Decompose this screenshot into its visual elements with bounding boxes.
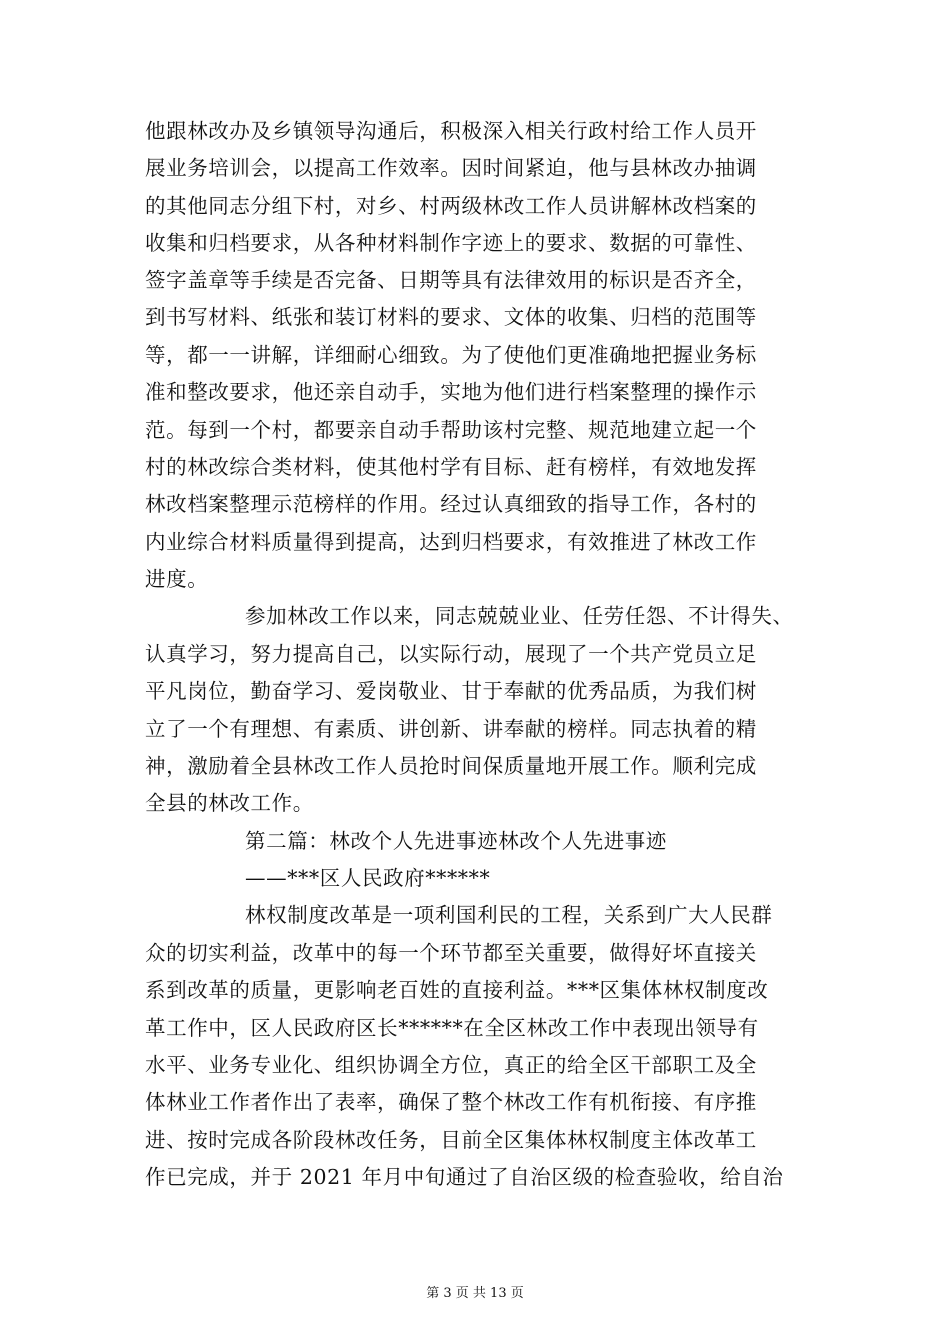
- text-line: 立了一个有理想、有素质、讲创新、讲奉献的榜样。同志执着的精: [145, 717, 757, 741]
- text-line: 准和整改要求，他还亲自动手，实地为他们进行档案整理的操作示: [145, 380, 757, 404]
- text-line: 收集和归档要求，从各种材料制作字迹上的要求、数据的可靠性、: [145, 231, 757, 255]
- text-line: 进、按时完成各阶段林改任务，目前全区集体林权制度主体改革工: [145, 1128, 757, 1152]
- text-line: 众的切实利益，改革中的每一个环节都至关重要，做得好坏直接关: [145, 941, 757, 965]
- text-line: 革工作中，区人民政府区长******在全区林改工作中表现出领导有: [145, 1016, 759, 1040]
- text-line: 认真学习，努力提高自己，以实际行动，展现了一个共产党员立足: [145, 642, 757, 666]
- text-line: 平凡岗位，勤奋学习、爱岗敬业、甘于奉献的优秀品质，为我们树: [145, 679, 757, 703]
- text-line: 体林业工作者作出了表率，确保了整个林改工作有机衔接、有序推: [145, 1090, 757, 1114]
- text-line: 到书写材料、纸张和装订材料的要求、文体的收集、归档的范围等: [145, 305, 757, 329]
- text-line: 进度。: [145, 567, 209, 591]
- text-line: 展业务培训会，以提高工作效率。因时间紧迫，他与县林改办抽调: [145, 156, 757, 180]
- text-line: 内业综合材料质量得到提高，达到归档要求，有效推进了林改工作: [145, 530, 757, 554]
- page-number-footer: 第 3 页 共 13 页: [426, 1286, 524, 1301]
- text-line: 范。每到一个村，都要亲自动手帮助该村完整、规范地建立起一个: [145, 418, 757, 442]
- text-line: 神，激励着全县林改工作人员抢时间保质量地开展工作。顺利完成: [145, 754, 757, 778]
- text-line: 水平、业务专业化、组织协调全方位，真正的给全区干部职工及全: [145, 1053, 757, 1077]
- text-line: 全县的林改工作。: [145, 791, 314, 815]
- text-line: 参加林改工作以来，同志兢兢业业、任劳任怨、不计得失、: [245, 604, 794, 628]
- text-line: 村的林改综合类材料，使其他村学有目标、赶有榜样，有效地发挥: [145, 455, 757, 479]
- text-line: 他跟林改办及乡镇领导沟通后，积极深入相关行政村给工作人员开: [145, 119, 757, 143]
- text-line: 林权制度改革是一项利国利民的工程，关系到广大人民群: [245, 903, 773, 927]
- text-line: 系到改革的质量，更影响老百姓的直接利益。***区集体林权制度改: [145, 978, 769, 1002]
- text-line: 作已完成，并于 2021 年月中旬通过了自治区级的检查验收，给自治: [145, 1165, 784, 1189]
- section-title: 第二篇：林改个人先进事迹林改个人先进事迹: [245, 829, 667, 853]
- text-line: 签字盖章等手续是否完备、日期等具有法律效用的标识是否齐全，: [145, 268, 757, 292]
- section-subtitle: ——***区人民政府******: [245, 866, 491, 890]
- text-line: 的其他同志分组下村，对乡、村两级林改工作人员讲解林改档案的: [145, 194, 757, 218]
- text-line: 等，都一一讲解，详细耐心细致。为了使他们更准确地把握业务标: [145, 343, 757, 367]
- text-line: 林改档案整理示范榜样的作用。经过认真细致的指导工作，各村的: [145, 492, 757, 516]
